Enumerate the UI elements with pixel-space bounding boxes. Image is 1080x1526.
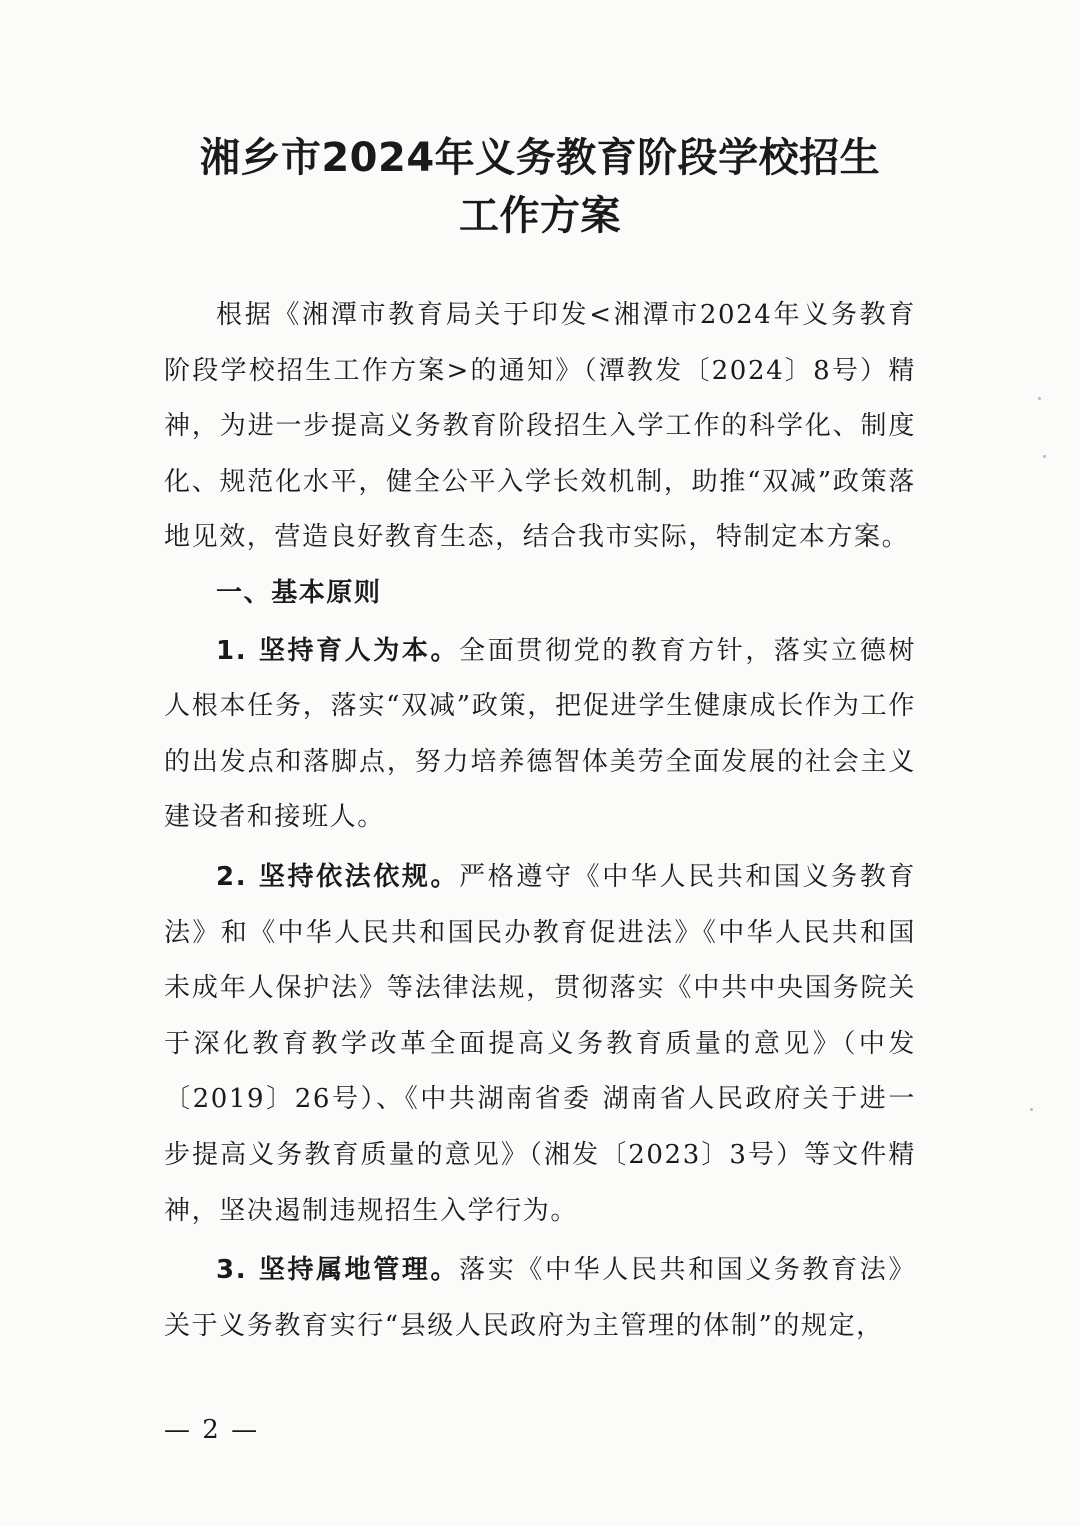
scan-speck [1030, 1108, 1033, 1111]
intro-paragraph: 根据《湘潭市教育局关于印发<湘潭市2024年义务教育阶段学校招生工作方案>的通知》（潭教发〔2024〕8号）精神，为进一步提高义务教育阶段招生入学工作的科学化、制度化、规范化水平，健全公平入学长效机制，助推“双减”政策落地见效，营造良好教育生态，结合我市实际，特制定本方案。 [164, 300, 916, 553]
principle-3-lead: 3. 坚持属地管理。 [216, 1255, 460, 1286]
document-title-line-1: 湘乡市2024年义务教育阶段学校招生 [199, 135, 881, 181]
document-title-line-2: 工作方案 [459, 193, 621, 239]
principle-2-text: 严格遵守《中华人民共和国义务教育法》和《中华人民共和国民办教育促进法》《中华人民共和国未成年人保护法》等法律法规，贯彻落实《中共中央国务院关于深化教育教学改革全面提高义务教育质量的意见》（中发〔2019〕26号）、《中共湖南省委 湖南省人民政府关于进一步提高义务教育质量的意见》（湘发〔2023〕3号）等文件精神，坚决遏制违规招生入学行为。 [164, 861, 916, 1226]
principle-paragraph-3 [164, 1243, 916, 1354]
section-heading-basic-principles: 一、基本原则 [216, 577, 382, 608]
principle-1-text: 全面贯彻党的教育方针，落实立德树人根本任务，落实“双减”政策，把促进学生健康成长作为工作的出发点和落脚点，努力培养德智体美劳全面发展的社会主义建设者和接班人。 [164, 635, 916, 833]
document-body [164, 288, 916, 1354]
principle-paragraph-2 [164, 850, 916, 1239]
principle-1-lead: 1. 坚持育人为本。 [216, 635, 460, 666]
page-number: — 2 — [164, 1415, 260, 1445]
principle-3-text: 落实《中华人民共和国义务教育法》关于义务教育实行“县级人民政府为主管理的体制”的规定， [164, 1255, 916, 1341]
principle-paragraph-1 [164, 624, 916, 846]
scan-speck [1043, 455, 1046, 458]
principle-2-lead: 2. 坚持依法依规。 [216, 861, 460, 892]
scan-speck [1038, 397, 1041, 400]
